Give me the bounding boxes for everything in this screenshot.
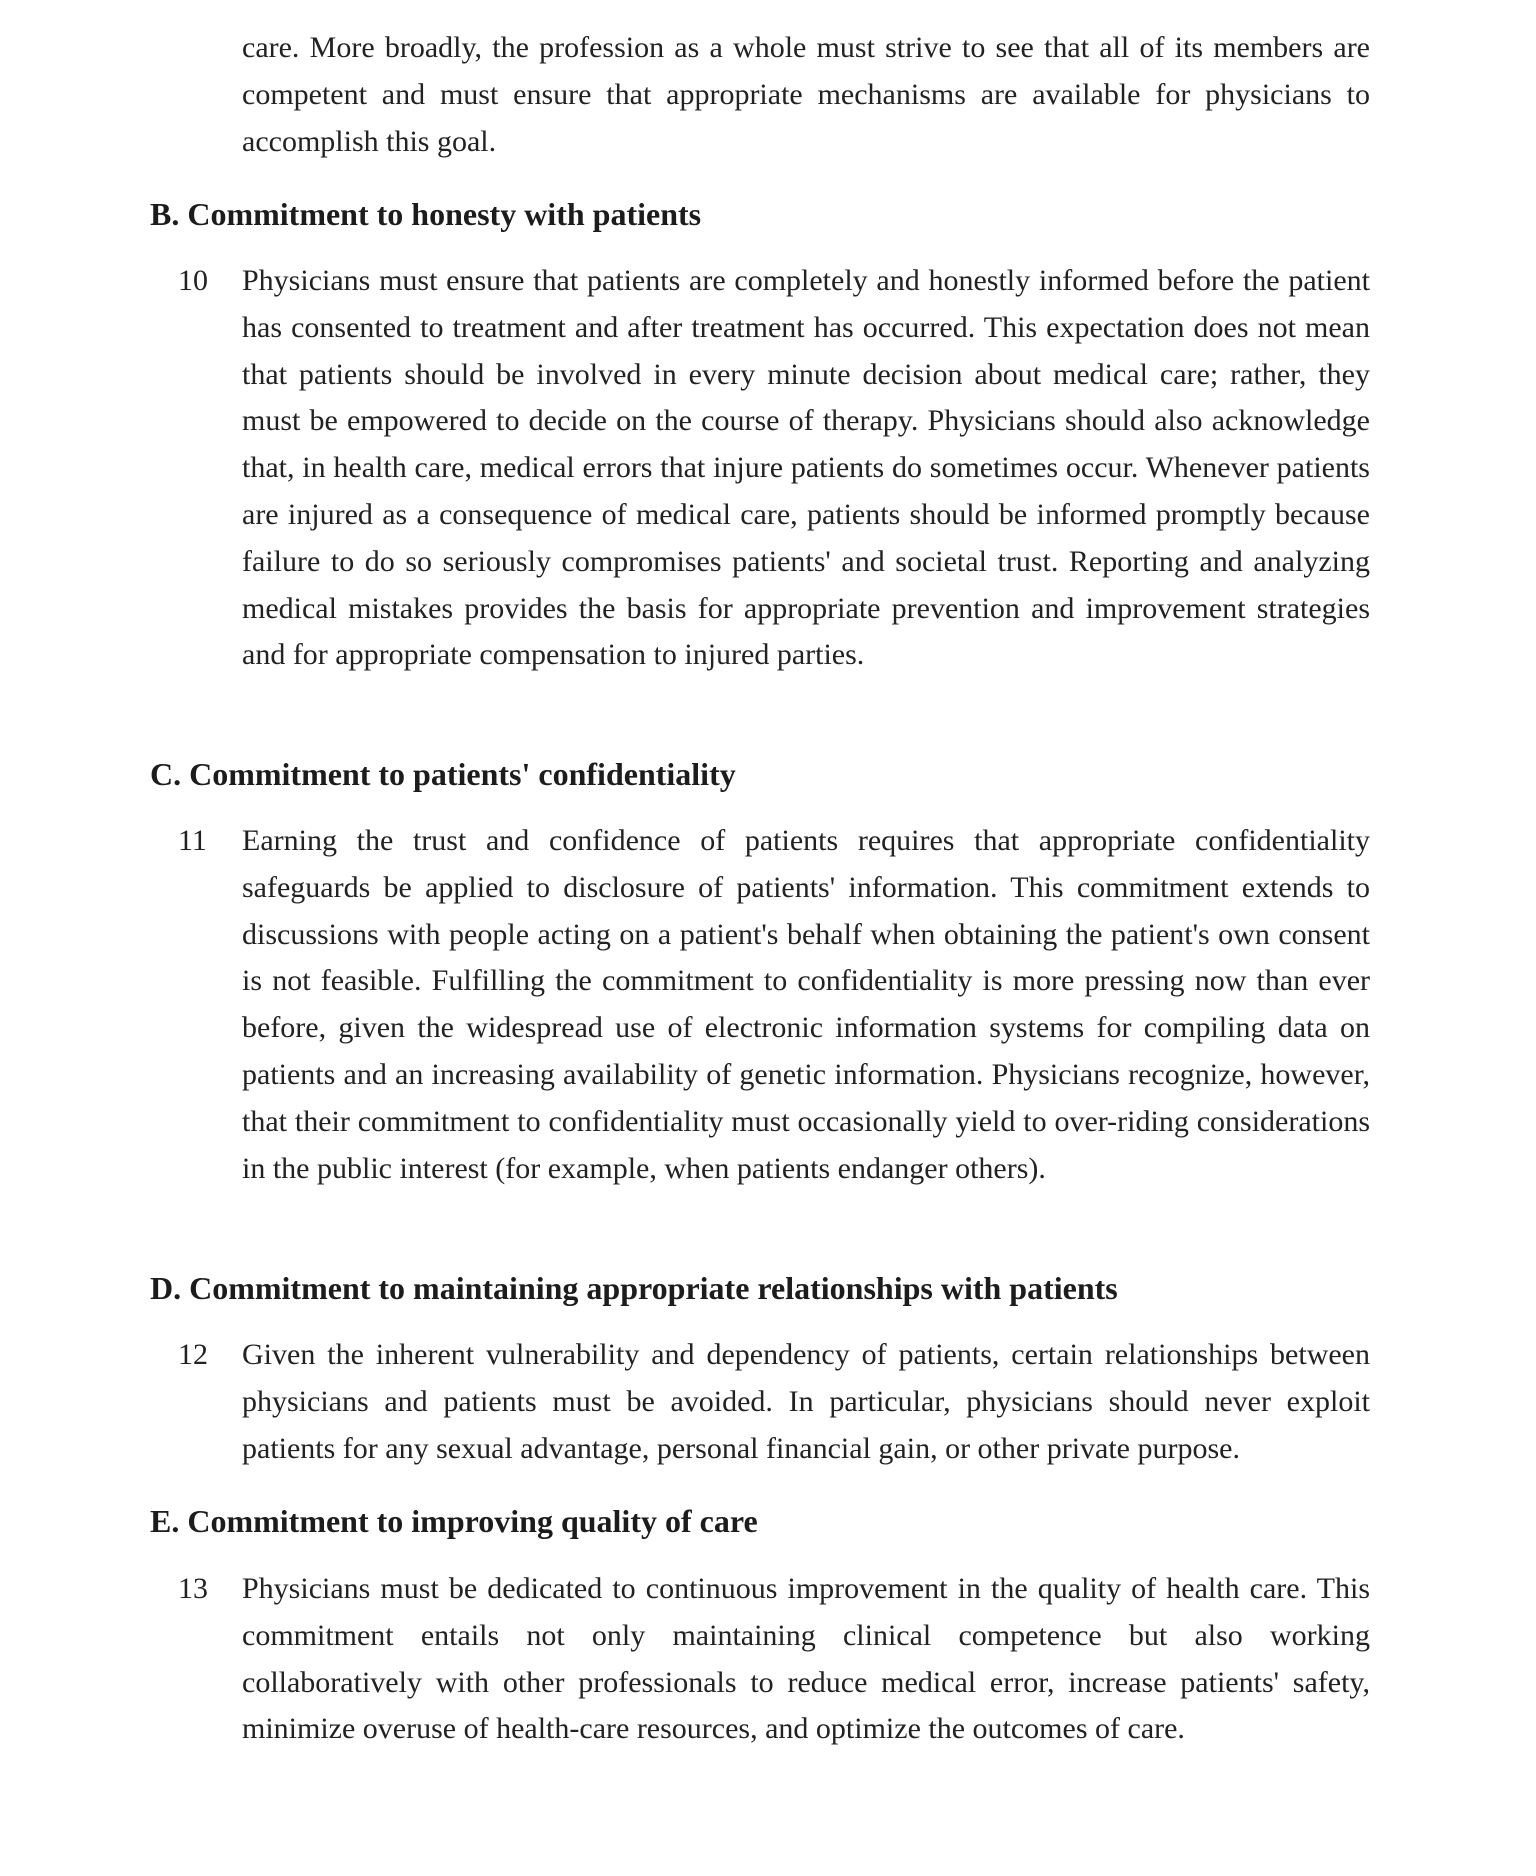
- section-heading-c: C. Commitment to patients' confidentiality: [150, 756, 736, 792]
- paragraph-12: Given the inherent vulnerability and dependency of patients, certain relationships between physicians and patients must be avoided. In particular, physicians should never exploit patients for any sexual advantage, personal financial gain, or other private purpose.: [242, 1338, 1370, 1465]
- paragraph-10: Physicians must ensure that patients are completely and honestly informed before the patient has consented to treatment and after treatment has occurred. This expectation does not mean that patients should be involved in every minute decision about medical care; rather, they must be empowered to decide on the course of therapy. Physicians should also acknowledge that, in health care, medical errors that injure patients do sometimes occur. Whenever patients are injured as a consequence of medical care, patients should be informed promptly because failure to do so seriously compromises patients' and societal trust. Reporting and analyzing medical mistakes provides the basis for appropriate prevention and improvement strategies and for appropriate compensation to injured parties.: [242, 264, 1370, 672]
- continuation-paragraph: care. More broadly, the profession as a whole must strive to see that all of its members are competent and must ensure that appropriate mechanisms are available for physicians to accomplish this goal.: [242, 31, 1370, 158]
- section-heading-b: B. Commitment to honesty with patients: [150, 196, 702, 232]
- paragraph-number-12: 12: [178, 1338, 208, 1371]
- paragraph-number-11: 11: [178, 824, 207, 857]
- paragraph-number-13: 13: [178, 1572, 208, 1605]
- section-heading-e: E. Commitment to improving quality of care: [150, 1503, 758, 1539]
- paragraph-11: Earning the trust and confidence of patients requires that appropriate confidentiality safeguards be applied to disclosure of patients' information. This commitment extends to discussions with people acting on a patient's behalf when obtaining the patient's own consent is not feasible. Fulfilling the commitment to confidentiality is more pressing now than ever before, given the widespread use of electronic information systems for compiling data on patients and an increasing availability of genetic information. Physicians recognize, however, that their commitment to confidentiality must occasionally yield to over-riding considerations in the public interest (for example, when patients endanger others).: [242, 824, 1370, 1185]
- paragraph-13: Physicians must be dedicated to continuous improvement in the quality of health care. This commitment entails not only maintaining clinical competence but also working collaboratively with other professionals to reduce medical error, increase patients' safety, minimize overuse of health-care resources, and optimize the outcomes of care.: [242, 1572, 1370, 1746]
- paragraph-number-10: 10: [178, 264, 208, 297]
- section-heading-d: D. Commitment to maintaining appropriate relationships with patients: [150, 1270, 1118, 1306]
